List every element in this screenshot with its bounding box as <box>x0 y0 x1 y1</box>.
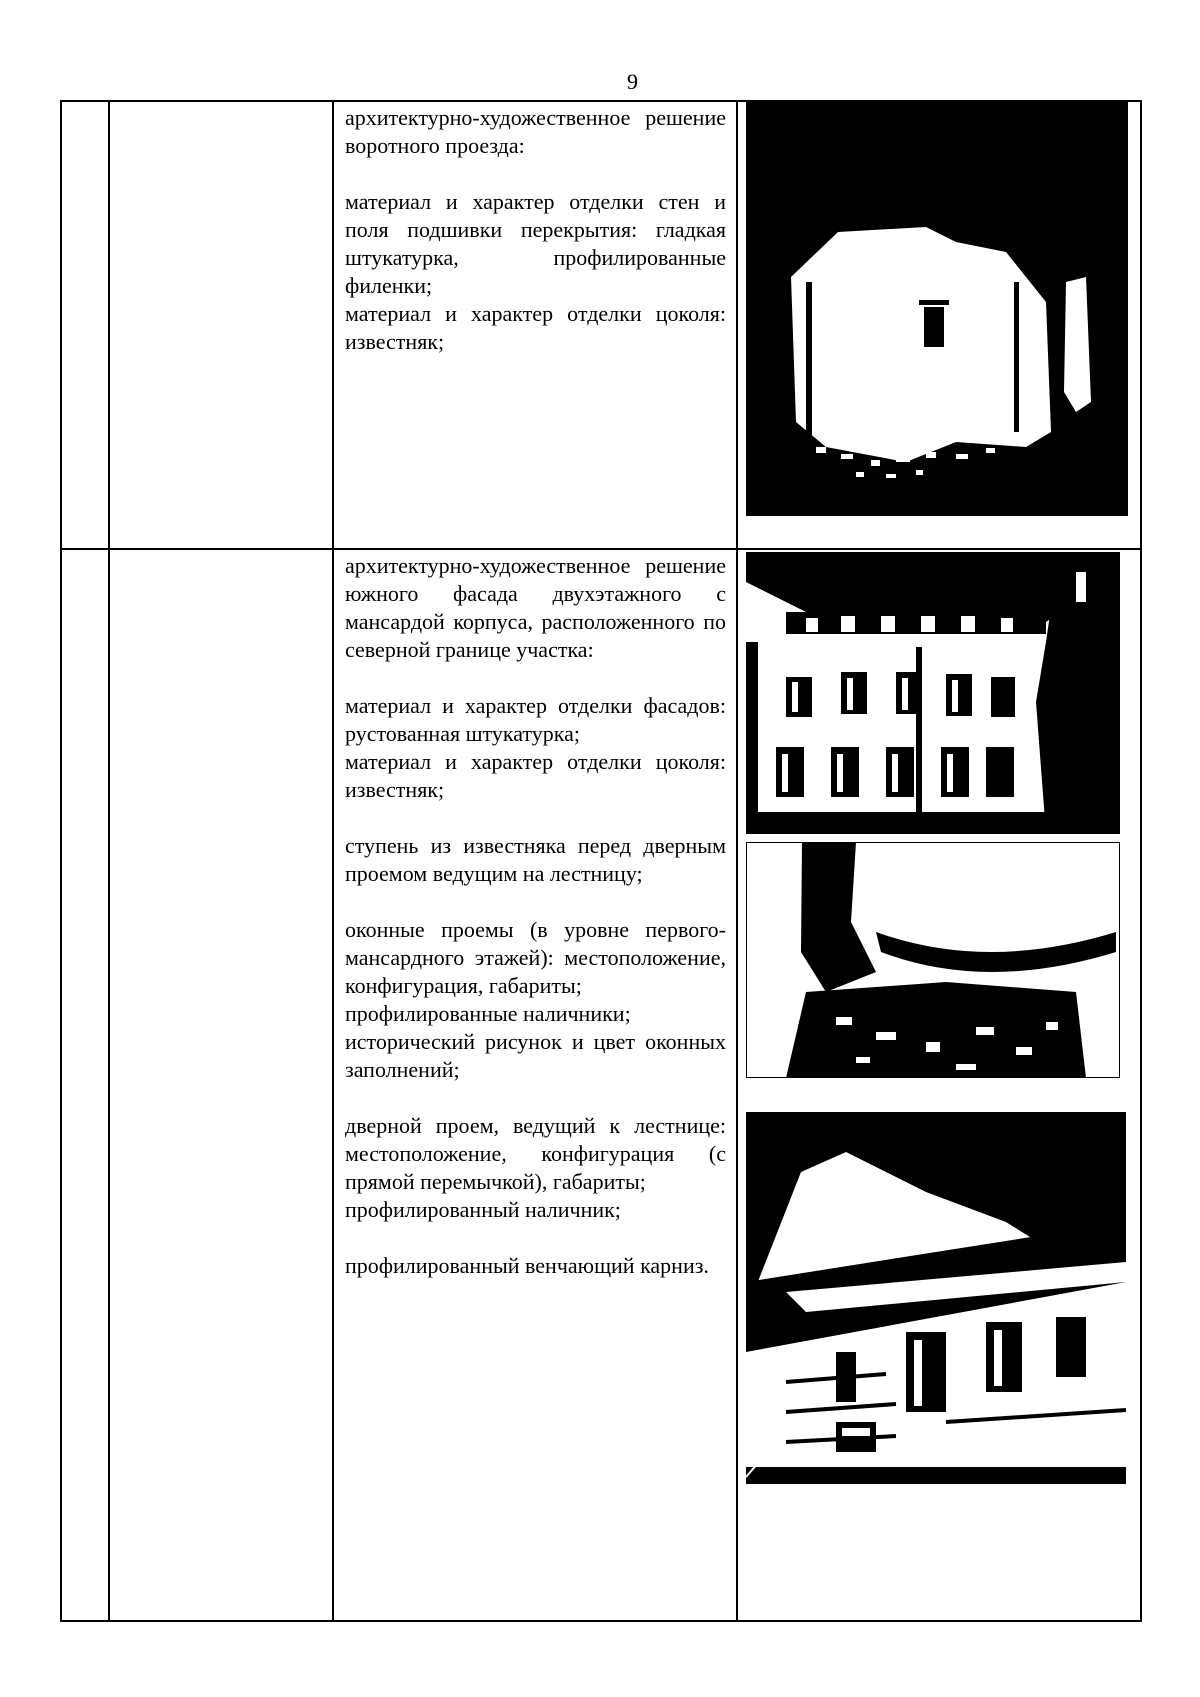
table-row <box>61 549 1141 1621</box>
description-line: материал и характер отделки стен и поля подшивки перекрытия: гладкая штукатурка, профилированные филенки; <box>345 189 726 298</box>
description-cell <box>333 549 737 1621</box>
page-number: 9 <box>627 69 638 94</box>
element-cell <box>109 101 333 549</box>
description-line: архитектурно-художественное решение воротного проезда: <box>345 105 726 158</box>
description-line: оконные проемы (в уровне первого-мансардного этажей): местоположение, конфигурация, габариты; <box>345 917 726 998</box>
element-cell <box>109 549 333 1621</box>
description-line: материал и характер отделки фасадов: рустованная штукатурка; <box>345 693 726 746</box>
description-line: дверной проем, ведущий к лестнице: местоположение, конфигурация (с прямой перемычкой), габариты; <box>345 1113 726 1194</box>
number-cell <box>61 549 109 1621</box>
description-cell <box>333 101 737 549</box>
description-line: материал и характер отделки цоколя: известняк; <box>345 749 726 802</box>
description-line: исторический рисунок и цвет оконных заполнений; <box>345 1029 726 1082</box>
description-line: профилированные наличники; <box>345 1001 631 1026</box>
facade-photo <box>746 552 1120 839</box>
step-photo <box>746 842 1120 1083</box>
photo-cell <box>737 101 1141 549</box>
gateway-photo <box>746 102 1128 521</box>
description-line: архитектурно-художественное решение южного фасада двухэтажного с мансардой корпуса, расположенного по северной границе участка: <box>345 553 726 662</box>
photo-cell <box>737 549 1141 1621</box>
number-cell <box>61 101 109 549</box>
table-row <box>61 101 1141 549</box>
description-line: материал и характер отделки цоколя: известняк; <box>345 301 726 354</box>
object-table <box>60 100 1142 1622</box>
description-line: ступень из известняка перед дверным проемом ведущим на лестницу; <box>345 833 726 886</box>
cornice-photo <box>746 1112 1126 1489</box>
description-line: профилированный венчающий карниз. <box>345 1253 709 1278</box>
description-line: профилированный наличник; <box>345 1197 621 1222</box>
